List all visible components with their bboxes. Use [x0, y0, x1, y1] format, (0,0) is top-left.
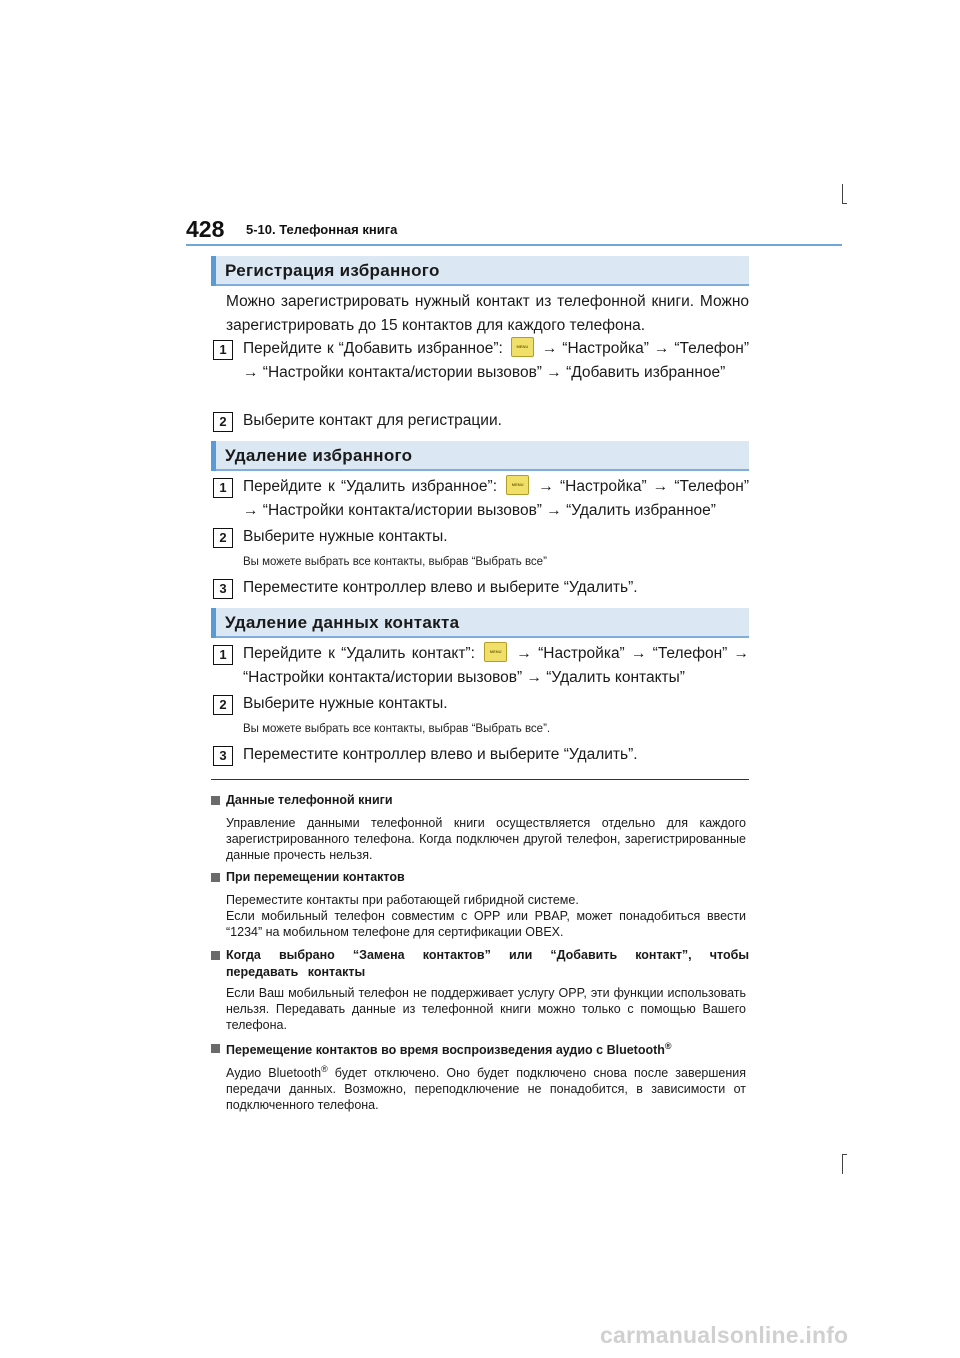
crop-mark-bottom: [842, 1154, 843, 1174]
step-number: 2: [213, 528, 233, 548]
bullet-square-icon: [211, 951, 220, 960]
menu-button-icon: MENU: [484, 642, 507, 662]
note-body: Переместите контакты при работающей гибридной системе.: [226, 893, 579, 907]
step-number: 1: [213, 478, 233, 498]
crop-mark-bottom-tick: [842, 1154, 847, 1155]
step-number: 3: [213, 579, 233, 599]
crop-mark-top-tick: [842, 203, 847, 204]
step-number: 1: [213, 340, 233, 360]
menu-button-icon: MENU: [511, 337, 534, 357]
note-title: При перемещении контактов: [226, 870, 405, 884]
section-title: Регистрация избранного: [225, 261, 440, 280]
note-title: Данные телефонной книги: [226, 793, 393, 807]
note-body: Управление данными телефонной книги осуществляется отдельно для каждого зарегистрированного телефона. Когда подключен другой телефон, зарегистрированные данные прочесть нельзя.: [226, 816, 746, 862]
note-body: Если Ваш мобильный телефон не поддерживает услугу OPP, эти функции использовать нельзя. Передавать данные из телефонной книги можно только с помощью Вашего телефона.: [226, 986, 746, 1032]
step-number: 3: [213, 746, 233, 766]
step-text: Переместите контроллер влево и выберите “Удалить”.: [243, 746, 638, 763]
step-text: Выберите нужные контакты.: [243, 695, 448, 712]
notes-divider: [211, 779, 749, 780]
step-note: Вы можете выбрать все контакты, выбрав “Выбрать все”: [243, 556, 547, 568]
section-intro: Можно зарегистрировать нужный контакт из телефонной книги. Можно зарегистрировать до 15 контактов для каждого телефона.: [226, 293, 749, 334]
page-number: 428: [186, 216, 225, 242]
menu-button-icon: MENU: [506, 475, 529, 495]
section-title: Удаление данных контакта: [225, 613, 460, 632]
note-body: Аудио Bluetooth® будет отключено. Оно будет подключено снова после завершения передачи данных. Возможно, переподключение не понадобится, в зависимости от подключенного телефона.: [226, 1064, 746, 1113]
note-title: Перемещение контактов во время воспроизведения аудио с Bluetooth®: [226, 1041, 672, 1058]
step-text: Перейдите к “Удалить избранное”: MENU → “Настройка” → “Телефон” → “Настройки контакта/истории вызовов” → “Удалить избранное”: [243, 475, 749, 523]
step-text: Перейдите к “Удалить контакт”: MENU → “Настройка” → “Телефон” → “Настройки контакта/истории вызовов” → “Удалить контакты”: [243, 642, 749, 690]
step-text: Перейдите к “Добавить избранное”: MENU → “Настройка” → “Телефон” → “Настройки контакта/истории вызовов” → “Добавить избранное”: [243, 337, 749, 385]
bullet-square-icon: [211, 796, 220, 805]
note-title: Когда выбрано “Замена контактов” или “Добавить контакт”, чтобы передавать контакты: [226, 948, 749, 979]
bullet-square-icon: [211, 1044, 220, 1053]
section-header-register-favorites: [211, 256, 749, 286]
step-number: 2: [213, 695, 233, 715]
watermark: carmanualsonline.info: [600, 1322, 849, 1348]
step-text: Переместите контроллер влево и выберите “Удалить”.: [243, 579, 638, 596]
bullet-square-icon: [211, 873, 220, 882]
step-number: 1: [213, 645, 233, 665]
step-text: Выберите контакт для регистрации.: [243, 412, 502, 429]
step-note: Вы можете выбрать все контакты, выбрав “Выбрать все”.: [243, 723, 551, 735]
step-number: 2: [213, 412, 233, 432]
section-header-delete-contact-data: [211, 608, 749, 638]
chapter-title: 5-10. Телефонная книга: [246, 222, 398, 237]
section-title: Удаление избранного: [225, 446, 413, 465]
section-header-delete-favorites: [211, 441, 749, 471]
step-text: Выберите нужные контакты.: [243, 528, 448, 545]
header-rule: [186, 244, 842, 246]
crop-mark-top: [842, 184, 843, 204]
note-body: Если мобильный телефон совместим с OPP или PBAP, может понадобиться ввести “1234” на мобильном телефоне для сертификации OBEX.: [226, 909, 746, 939]
